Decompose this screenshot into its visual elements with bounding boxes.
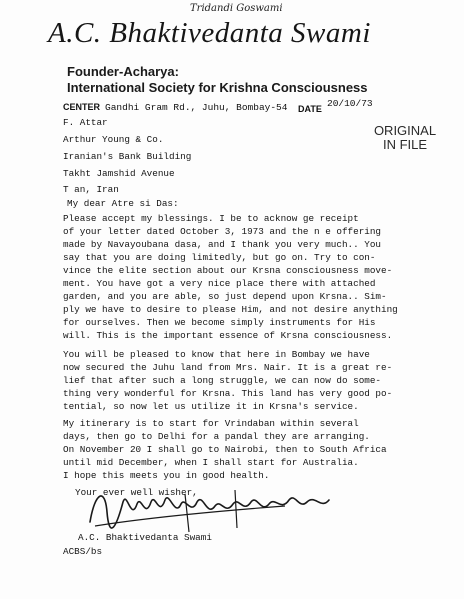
body-line: now secured the Juhu land from Mrs. Nair. It is a great re-	[63, 362, 393, 373]
tridandi-title: Tridandi Goswami	[190, 3, 283, 14]
stamp-line-1: ORIGINAL	[373, 123, 437, 138]
body-line: thing very wonderful for Krsna. This land has very good po-	[63, 388, 393, 399]
body-line: tential, so now let us utilize it in Krsna's service.	[63, 401, 359, 412]
body-line: say that you are doing limitedly, but go on. Try to con-	[63, 252, 376, 263]
founder-title: Founder-Acharya:	[67, 64, 179, 79]
body-line: days, then go to Delhi for a pandal they are arranging.	[63, 431, 370, 442]
body-line: garden, and you are able, so just depend upon Krsna.. Sim-	[63, 291, 387, 302]
body-line: You will be pleased to know that here in Bombay we have	[63, 349, 370, 360]
body-line: ment. You have got a very nice place there with attached	[63, 278, 376, 289]
body-line: Please accept my blessings. I be to acknow ge receipt	[63, 213, 359, 224]
recipient-line: T an, Iran	[63, 184, 119, 195]
letterhead-name: A.C. Bhaktivedanta Swami	[48, 17, 371, 49]
society-name: International Society for Krishna Consciousness	[67, 80, 368, 95]
body-line: I hope this meets you in good health.	[63, 470, 270, 481]
body-line: until mid December, when I shall start for Australia.	[63, 457, 359, 468]
center-address: Gandhi Gram Rd., Juhu, Bombay-54	[105, 102, 288, 113]
date-label: DATE	[298, 104, 322, 114]
recipient-line: Takht Jamshid Avenue	[63, 168, 175, 179]
recipient-line: Arthur Young & Co.	[63, 134, 164, 145]
body-line: vince the elite section about our Krsna consciousness move-	[63, 265, 393, 276]
body-line: ply we have to desire to please Him, and not desire anything	[63, 304, 398, 315]
stamp-line-2: IN FILE	[382, 137, 428, 152]
typist-initials: ACBS/bs	[63, 546, 103, 557]
body-line: made by Navayoubana dasa, and I thank you very much.. You	[63, 239, 382, 250]
original-in-file-stamp	[370, 124, 440, 152]
center-label: CENTER	[63, 102, 101, 112]
closing: Your ever well wisher,	[75, 487, 198, 498]
body-line: for ourselves. Then we become simply instruments for His	[63, 317, 376, 328]
recipient-line: F. Attar	[63, 117, 108, 128]
body-line: will. This is the important essence of Krsna consciousness.	[63, 330, 393, 341]
center-date-row	[63, 98, 458, 116]
body-line: My itinerary is to start for Vrindaban within several	[63, 418, 359, 429]
letter-date: 20/10/73	[327, 98, 373, 109]
signer-name: A.C. Bhaktivedanta Swami	[78, 532, 212, 543]
recipient-line: Iranian's Bank Building	[63, 151, 192, 162]
body-line: lief that after such a long struggle, we can now do some-	[63, 375, 382, 386]
body-line: of your letter dated October 3, 1973 and the n e offering	[63, 226, 382, 237]
salutation: My dear Atre si Das:	[67, 198, 179, 209]
body-line: On November 20 I shall go to Nairobi, then to South Africa	[63, 444, 387, 455]
